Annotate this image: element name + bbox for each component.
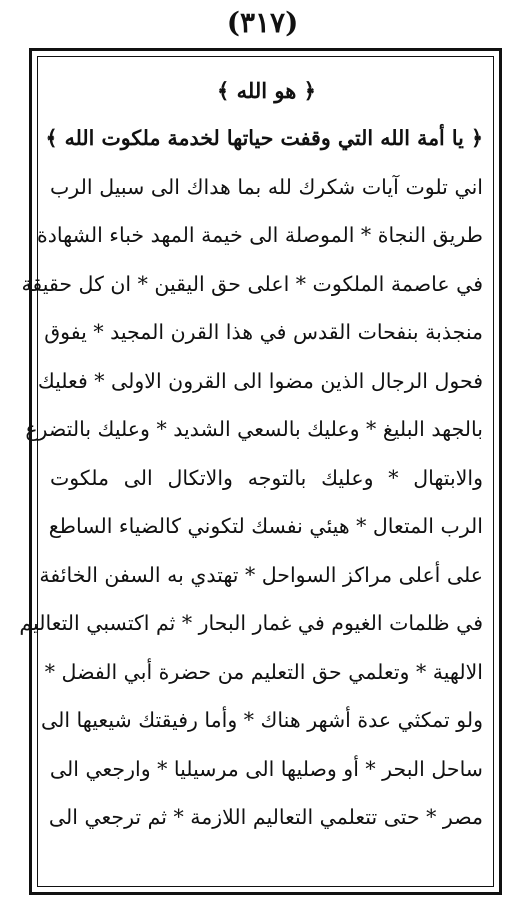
text-line: في ظلمات الغيوم في غمار البحار * ثم اكتسبي التعاليم — [19, 611, 483, 635]
text-line: الرب المتعال * هيئي نفسك لتكوني كالضياء الساطع — [48, 514, 483, 538]
text-line: ولو تمكثي عدة أشهر هناك * وأما رفيقتك شيعيها الى — [41, 708, 483, 732]
text-line: ساحل البحر * أو وصليها الى مرسيليا * وارجعي الى — [49, 756, 483, 781]
tablet-heading: ﴿ هو الله ﴾ — [217, 78, 316, 103]
text-line: فحول الرجال الذين مضوا الى القرون الاولى * فعليك — [37, 368, 483, 393]
text-line: على أعلى مراكز السواحل * تهتدي به السفن الخائفة — [39, 562, 483, 587]
text-line-address: ﴿ يا أمة الله التي وقفت حياتها لخدمة ملكوت الله ﴾ — [45, 126, 483, 150]
page-number: (٣١٧) — [226, 6, 299, 39]
text-line: طريق النجاة * الموصلة الى خيمة المهد خباء الشهادة — [37, 223, 483, 247]
text-line: مصر * حتى تتعلمي التعاليم اللازمة * ثم ترجعي الى — [48, 805, 483, 829]
text-line: والابتهال * وعليك بالتوجه والاتكال الى ملكوت — [50, 465, 483, 490]
text-line: بالجهد البليغ * وعليك بالسعي الشديد * وعليك بالتضرع — [25, 417, 483, 441]
text-line: الالهية * وتعلمي حق التعليم من حضرة أبي الفضل * — [44, 659, 483, 684]
text-block — [19, 68, 483, 842]
text-line: منجذبة بنفحات القدس في هذا القرن المجيد * يفوق — [44, 320, 483, 344]
text-line: اني تلوت آيات شكرك لله بما هداك الى سبيل الرب — [50, 174, 483, 199]
text-line: في عاصمة الملكوت * اعلى حق اليقين * ان كل حقيقة — [21, 271, 483, 296]
